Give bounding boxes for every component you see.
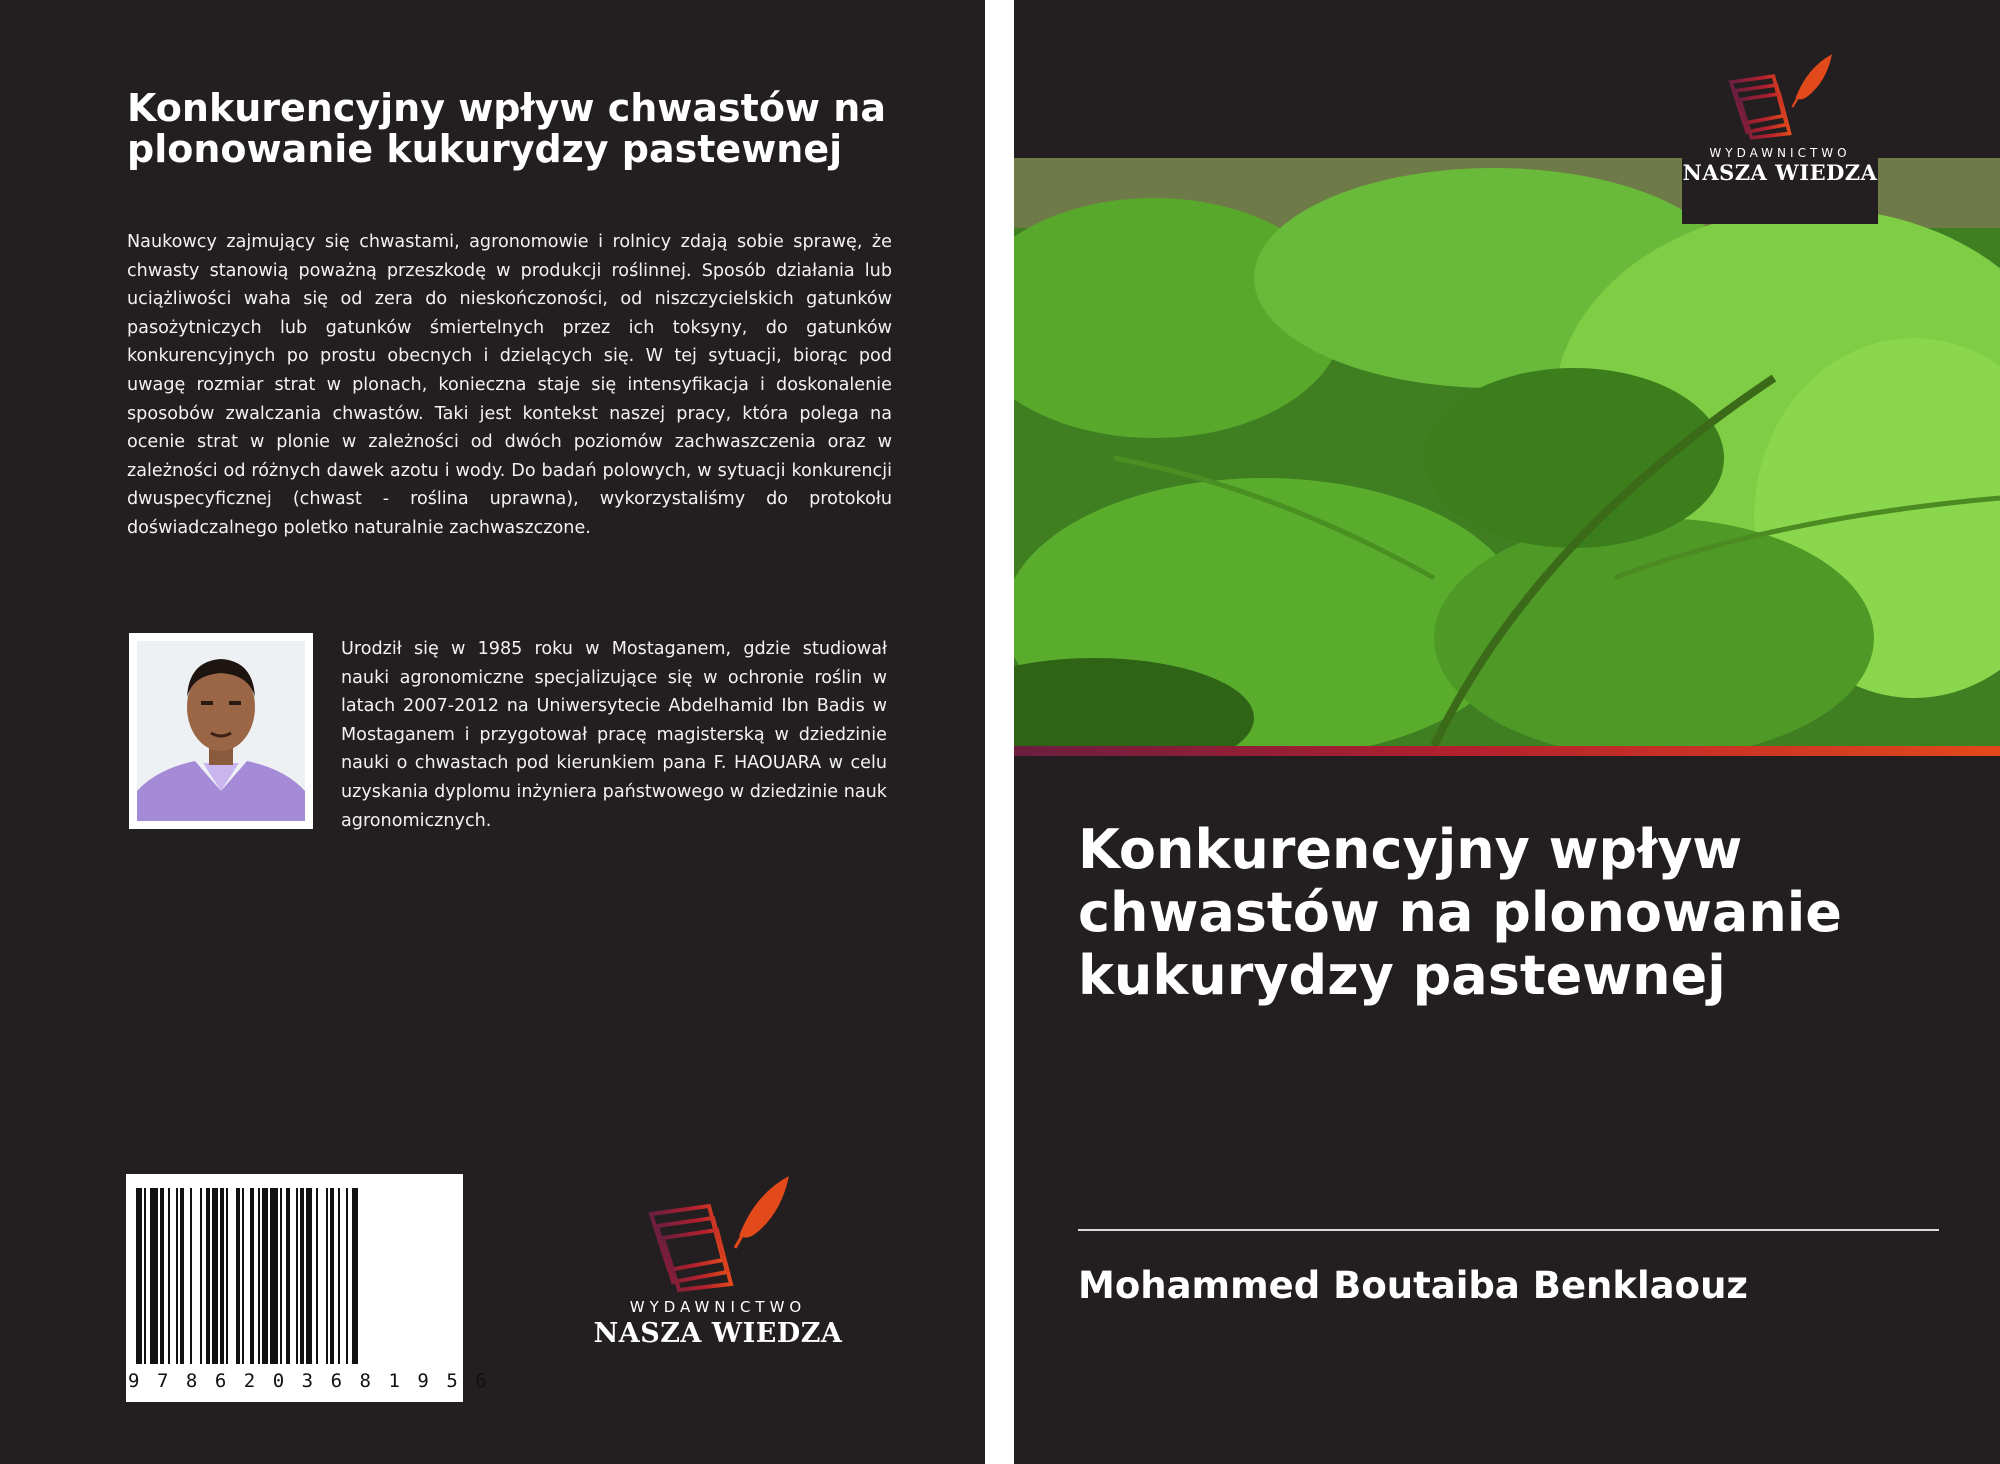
barcode-bar xyxy=(352,1188,358,1364)
accent-bar xyxy=(1014,746,2000,756)
leaves-image xyxy=(1014,158,2000,746)
publisher-logo-back xyxy=(588,1174,848,1364)
back-cover-blurb: Naukowcy zajmujący się chwastami, agronomowie i rolnicy zdają sobie sprawę, że chwasty stanowią poważną przeszkodę w produkcji roślinnej. Sposób działania lub uciążliwości waha się od zera do nieskończoności, od niszczycielskich gatunków pasożytniczych lub gatunków śmiertelnych przez ich toksyny, do gatunków konkurencyjnych po prostu obecnych i dzielących się. W tej sytuacji, biorąc pod uwagę rozmiar strat w plonach, konieczna staje się intensyfikacja i doskonalenie sposobów zwalczania chwastów. Taki jest kontekst naszej pracy, która polega na ocenie strat w plonie w zależności od dwóch poziomów zachwaszczenia oraz w zależności od różnych dawek azotu i wody. Do badań polowych, w sytuacji konkurencji dwuspecyficznej (chwast - roślina uprawna), wykorzystaliśmy do protokołu doświadczalnego poletko naturalnie zachwaszczone. xyxy=(127,232,892,538)
barcode-bar xyxy=(296,1188,298,1364)
isbn-digits: 9786203681956 xyxy=(128,1370,505,1392)
author-portrait-image xyxy=(137,641,305,821)
barcode-bar xyxy=(190,1188,192,1364)
front-cover-author: Mohammed Boutaiba Benklaouz xyxy=(1078,1264,1748,1307)
book-spine xyxy=(985,0,1014,1464)
cover-photo-leaves xyxy=(1014,158,2000,746)
publisher-small-text: WYDAWNICTWO xyxy=(629,1298,807,1316)
barcode-bar xyxy=(270,1188,278,1364)
barcode-bar xyxy=(338,1188,340,1364)
barcode-bar xyxy=(200,1188,202,1364)
barcode-bar xyxy=(176,1188,178,1364)
publisher-big-text: NASZA WIEDZA xyxy=(593,1318,843,1349)
publisher-book-quill-icon xyxy=(643,1174,793,1292)
barcode-bar xyxy=(306,1188,312,1364)
barcode-bar xyxy=(250,1188,254,1364)
author-bio: Urodził się w 1985 roku w Mostaganem, gdzie studiował nauki agronomiczne specjalizujące się w ochronie roślin w latach 2007-2012 na Uniwersytecie Abdelhamid Ibn Badis w Mostaganem i przygotował pracę magisterską w dziedzinie nauki o chwastach pod kierunkiem pana F. HAOUARA w celu uzyskania dyplomu inżyniera państwowego w dziedzinie nauk agronomicznych. xyxy=(341,639,887,831)
barcode-bar xyxy=(316,1188,318,1364)
barcode-bar xyxy=(220,1188,224,1364)
front-cover-title: Konkurencyjny wpływ chwastów na plonowanie kukurydzy pastewnej xyxy=(1078,818,1842,1007)
barcode-bar xyxy=(160,1188,164,1364)
barcode-bar xyxy=(168,1188,170,1364)
barcode-bar xyxy=(212,1188,218,1364)
barcode-bar xyxy=(300,1188,304,1364)
barcode-bar xyxy=(180,1188,184,1364)
isbn-barcode xyxy=(126,1174,505,1402)
barcode-bar xyxy=(286,1188,290,1364)
barcode-bar xyxy=(346,1188,348,1364)
barcode-bar xyxy=(226,1188,228,1364)
barcode-bars xyxy=(126,1174,505,1402)
publisher-big-text: NASZA WIEDZA xyxy=(1682,160,1878,185)
author-photo xyxy=(129,633,313,829)
barcode-bar xyxy=(330,1188,334,1364)
barcode-bar xyxy=(236,1188,240,1364)
barcode-bar xyxy=(144,1188,146,1364)
back-cover xyxy=(0,0,985,1464)
barcode-bar xyxy=(258,1188,260,1364)
back-cover-title: Konkurencyjny wpływ chwastów na plonowanie kukurydzy pastewnej xyxy=(127,86,886,171)
publisher-small-text: WYDAWNICTWO xyxy=(1709,146,1851,160)
barcode-bar xyxy=(280,1188,282,1364)
publisher-book-quill-icon xyxy=(1725,50,1835,142)
divider-line xyxy=(1078,1229,1939,1231)
barcode-bar xyxy=(326,1188,328,1364)
publisher-logo-front xyxy=(1682,50,1878,224)
front-cover xyxy=(1014,0,2000,1464)
barcode-bar xyxy=(262,1188,268,1364)
barcode-bar xyxy=(206,1188,210,1364)
barcode-bar xyxy=(242,1188,244,1364)
barcode-bar xyxy=(136,1188,142,1364)
barcode-bar xyxy=(150,1188,158,1364)
